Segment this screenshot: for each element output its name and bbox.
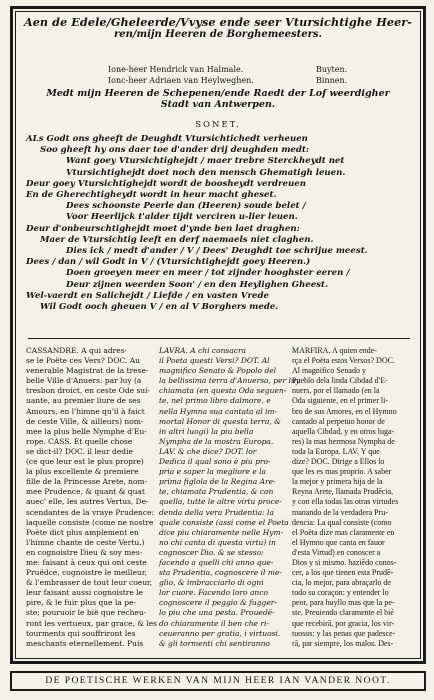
section-divider [28,338,410,339]
commentary-line: dencia: La qual consiste (como [292,517,392,527]
commentary-line: Nympha de la mostra Europa. [159,436,274,446]
commentary-line: rça el Poëta estos Versos? DOC. [292,356,395,366]
commentary-line: tresbon droict, en ceste Ode sui- [26,386,151,396]
sonnet-line: Wil Godt ooch gheuen V / en al V Borghers mede. [40,302,279,313]
commentary-line: rope. CASS. Et quelle chose [26,436,133,446]
commentary-line: pire, & le fuir plus que la pe- [26,598,136,608]
commentary-line: ste; pouruoir le bië que recheu- [26,608,147,618]
commentary-line: uante, au premier liure de ses [26,396,141,406]
commentary-line: ceueranno per gratia, i virtuosi. [159,628,281,638]
sonnet-line: Vtursichtighejdt doet noch den mensch Ghematigh leuen. [66,167,346,178]
commentary-line: cognoscer Dio. & se stesso: [159,547,264,557]
commentary-line: Al magnifico Senado y [292,366,366,376]
commentary-line: LAV. & che dice? DOT. lor [159,446,257,456]
commentary-line: cia, lo mejor, para abraçarlo de [292,578,391,588]
commentary-line: in altri luogi) la piu bella [159,426,254,436]
commentary-line: ste. Preuiendo claramente el bié [292,608,394,618]
commentary-line: Pruëdce, cognoistre le meilleur, [26,568,148,578]
commentary-line: & gli tormenti chi sentiranno [159,638,270,648]
commentary-column-italian [159,346,300,656]
commentary-line: belle Ville d'Anuers: par luy (a [26,376,142,386]
commentary-line: tuosos: y las penas que padesce- [292,628,396,638]
council-line-1: Medt mijn Heeren de Schepenen/ende Raedt der Lof weerdigher [46,88,390,99]
commentary-line: leur faisant aussi cognoistre le [26,588,143,598]
commentary-line: la plus excellente & premiere [26,467,139,477]
council-line-2: Stadt van Antwerpen. [160,99,276,110]
commentary-line: me: faisant à ceux qui ont ceste [26,557,147,567]
sonnet-line: ALs Godt ons gheeft de Deughdt Vtursichtichedt verheuen [26,134,308,144]
commentary-line: sta Prudentia, cognoscere il me- [159,568,282,578]
commentary-line: que recebirā, por gracia, los vir- [292,618,395,628]
council-dedication [16,88,420,110]
commentary-column-spanish [292,346,412,656]
commentary-line: toda la Europa. LAV. Y que [292,446,380,456]
commentary-line: bro de sus Amores, en el Hymno [292,406,397,416]
commentary-line: que les es mas proprio. A saber [292,467,392,477]
sonnet-line: En de Gherechtigheydt wordt in heur macht gheset. [26,190,277,201]
commentary-line: peor, para huyllo mas que la pe- [292,598,395,608]
commentary-line: prima figlola de la Regina Are- [159,477,276,487]
commentary-line: venerable Magistrat de la trese- [26,366,149,376]
commentary-line: nella Hymna sua cantata al im- [159,406,278,416]
commentary-line: scendantes de la vraye Prudence: [26,507,155,517]
commentary-line: Reyna Arete, llamada Prudēcia, [292,487,394,497]
commentary-line: meschants eternellement. Puis [26,638,144,648]
commentary-line: cognoscere il peggio & fugger- [159,598,277,608]
burgomaster-row [16,75,420,86]
commentary-line: & l'embrasser de tout leur coeur, [26,578,153,588]
sonnet-line: Voor Heerlijck t'alder tijdt verciren u-lier leuen. [66,212,298,223]
sonnet-line: Dees / dan / wil Godt in V / (Vtursichtighejdt goey Heeren.) [26,257,311,268]
commentary-line: el Hymno que canta en fauor [292,537,385,547]
commentary-line: denda della vera Prudentia: la [159,507,274,517]
commentary-line: y con ella todas las otras virtudes [292,497,399,507]
commentary-line: cer, a los que tienen esta Prudē- [292,568,394,578]
commentary-line: te, chiamata Prudentia, & con [159,487,274,497]
sonnet-line: Deur goey Vtursichtighejdt wordt de boosheydt verdreuen [26,178,306,189]
commentary-line: MARFIRA. A quien ende- [292,346,377,355]
commentary-line: pria e saper la megliore e la [159,467,267,477]
commentary-line: fille de la Princesse Arete, nom- [26,477,148,487]
sonnet-title: SONET. [195,120,241,130]
commentary-line: mortal Honor di questa terra, & [159,416,281,426]
burgomasters-list [16,64,420,86]
commentary-line: auec' elle, les autres Vertus, De- [26,497,149,507]
commentary-line: la mejor y primera hija de la [292,477,383,487]
burgomaster-name: Ione-heer Hendrick van Halmale. [108,65,244,74]
sonnet-line: Dees schoonste Peerle dan (Heeren) soude belet / [66,201,306,212]
sonnet-line: Soo gheeft hy ons daer toe d'ander drij deughden medt: [40,145,310,156]
commentary-line: el Poëta dize mas claramente en [292,527,395,537]
commentary-line: dice piu chiaramente nelle Hym- [159,527,284,537]
running-footer [10,671,426,691]
commentary-line: rā, par siempre, los malos. Des- [292,638,394,648]
commentary-line: il Poeta questi Versi? DOT. Al [159,356,270,366]
commentary-line: dize? DOC. Dirige a Ellos lo [292,457,385,467]
commentary-line: LAVRA. A chi consacra [159,346,247,355]
footer-title: DE POETISCHE WERKEN VAN MIJN HEER IAN VANDER NOOT. [45,675,391,686]
commentary-line: facendo a quelli chi anno que- [159,557,274,567]
dedication-header [16,16,420,41]
commentary-line: nuers, por el llamado (en la [292,386,380,396]
commentary-line: magnifico Senato & Popolo del [159,366,277,376]
commentary-column-french [26,346,158,656]
commentary-line: en cognoistre Dieu & soy mes- [26,547,143,557]
commentary-line: Poëte dict plus amplement en [26,527,139,537]
commentary-line: se dict-il? DOC. il leur dedie [26,446,133,456]
commentary-line: Dios y si mismo. haziēdo conos- [292,557,397,567]
burgomaster-name: Ionc-heer Adriaen van Heylweghen. [108,76,254,85]
commentary-line: laquelle consiste (come ne nostre [26,517,154,527]
sonnet-line: Deur d'onbeurschtighejdt moet d'ynde ben laet draghen: [26,223,300,234]
commentary-line: aquella Cibdad, y en otros luga- [292,426,395,436]
commentary-line: la bellissima terra d'Anuersa, per luy [159,376,300,386]
commentary-line: Pueblo dela linda Cibdad d'E- [292,376,388,386]
commentary-line: Amours, en l'himne qu'il à faict [26,406,145,416]
commentary-line: Dedica il qual sono è piu pro- [159,457,271,467]
commentary-line: l'himne chante de ceste Vertu.) [26,537,145,547]
commentary-line: res) la mas hermosa Nympha de [292,436,395,446]
commentary-line: cantado al perpetuo honor de [292,416,385,426]
sonnet-line: Wel-vaerdt en Salichejdt / Liefde / en vasten Vrede [26,290,269,301]
commentary-line: de ceste Ville, & ailleurs) nom- [26,416,144,426]
commentary-line: ront les vertueux, par grace, & les [26,618,158,628]
burgomaster-place: Buyten. [316,65,348,74]
commentary-line: Oda siguiente, en el primer li- [292,396,388,406]
commentary-line: se le Poëte ces Vers? DOC. Au [26,356,140,366]
sonnet-body [26,134,416,313]
commentary-line: quella, tutte le altre virtu proce- [159,497,282,507]
burgomaster-place: Binnen. [316,76,348,85]
commentary-line: chiamata (en questa Oda seguen- [159,386,287,396]
sonnet-line: Doen groeyen meer en meer / tot zijnder hooghster eeren / [66,268,350,279]
commentary-line: (ce que leur est le plus propre) [26,457,144,467]
commentary-line: todo su coraçon: y entender lo [292,588,389,598]
commentary-line: mee Prudence, & quant & quat [26,487,145,497]
page-border-inner [15,11,421,659]
commentary-line: mee la plus belle Nymphe d'Eu- [26,426,147,436]
sonnet-line: Want goey Vtursichtighejdt / maer trebre Sterckheydt net [66,156,345,167]
commentary-line: glio, & imbracciarlo di ogni [159,578,264,588]
commentary-line: d'esta Virtud) en conoscer a [292,547,381,557]
commentary-line: te, nel primo libro dalmore, e [159,396,271,406]
commentary-line: quale consiste (assi come el Poeta [159,517,289,527]
sonnet-line: Deur zijnen weerden Soon' / en den Heylighen Gheest. [66,279,328,290]
commentary-line: do chiaramente il ben che ri- [159,618,269,628]
commentary-line: tourments qui souffriront les [26,628,136,638]
commentary-line: lo piu che una pesta. Prouedē- [159,608,275,618]
header-line-2: ren/mijn Heeren de Borghemeesters. [113,29,322,40]
burgomaster-row [16,64,420,75]
header-line-1: Aen de Edele/Gheleerde/Vvyse ende seer Vtursichtighe Heer- [23,15,413,29]
commentary-line: no chi canta di questa virtu) in [159,537,276,547]
commentary-line: lor cuore. Facendo loro anco [159,588,268,598]
commentary-line: CASSANDRE. A qui adres- [26,346,128,355]
commentary-line: manando de la verdadera Pru- [292,507,388,517]
sonnet-line: Maer de Vtursichtig leeft en derf naemaels niet claghen. [40,234,314,245]
sonnet-line: Dies ick / medt d'ander / V / Dees' Deughdt toe schrijue meest. [66,246,368,257]
